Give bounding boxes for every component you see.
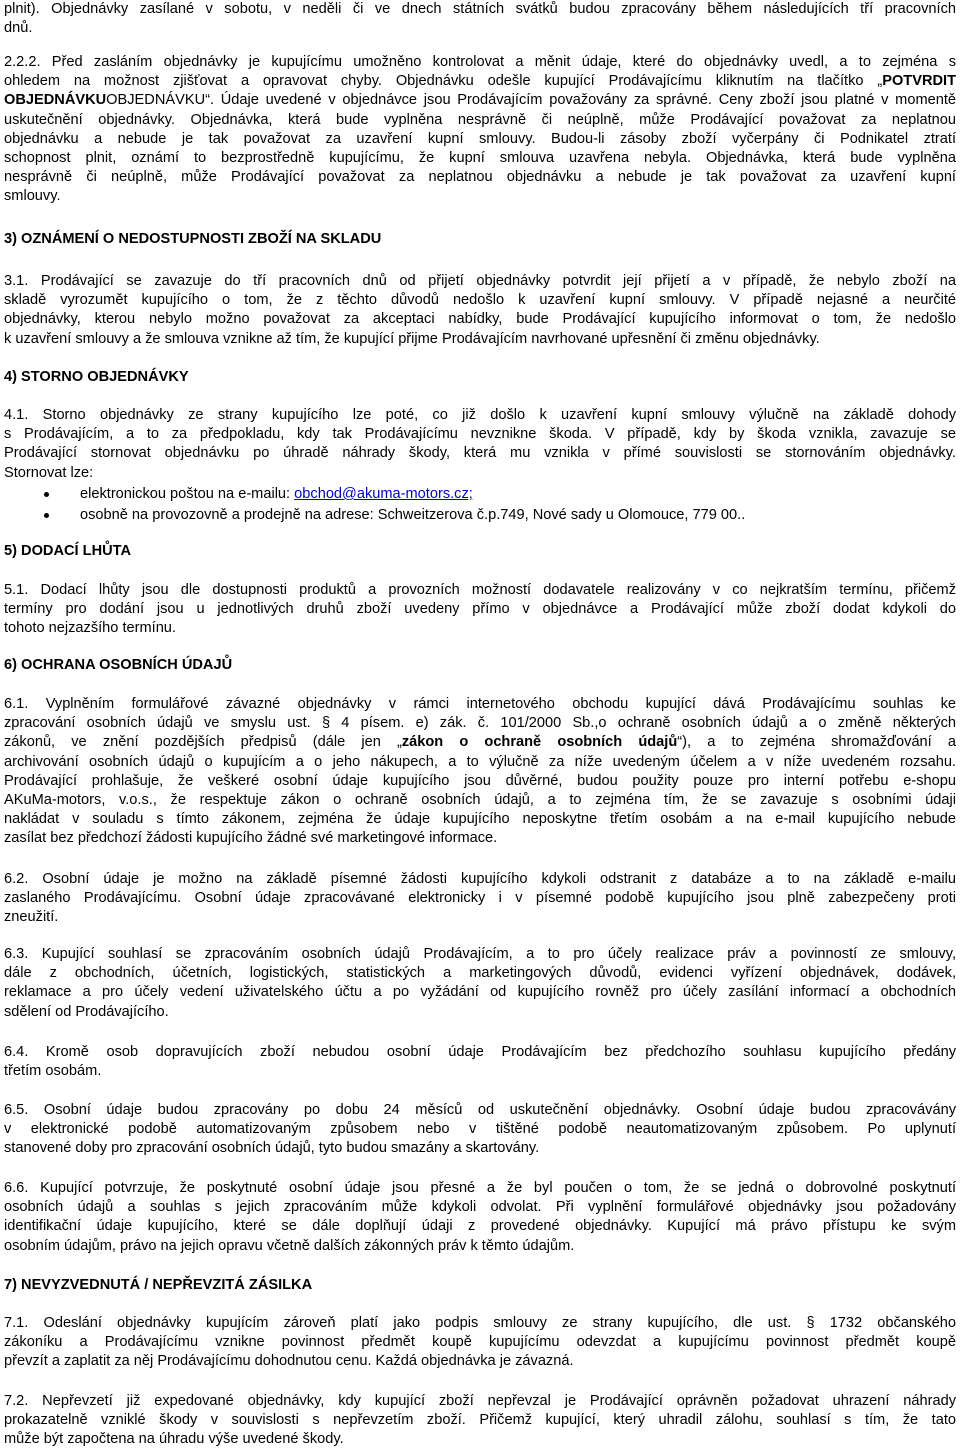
text-line: zákonů, ve znění pozdějších předpisů (dále jen „zákon o ochraně osobních údajů“), a to zejména shromažďování a — [4, 734, 956, 751]
paragraph-7-2 — [4, 1392, 956, 1450]
text-line: k uzavření smlouvy a že smlouva vznikne až tím, že kupující přijme Prodávajícím navrhované upřesnění či změnu objednávky. — [4, 330, 820, 347]
paragraph-6-5 — [4, 1101, 956, 1159]
text-line: Prodávající prohlašuje, že veškeré osobní údaje kupujícího jsou důvěrné, budou použity pouze pro interní potřebu e-shopu — [4, 772, 956, 789]
text-line: OBJEDNÁVKUOBJEDNÁVKU“. Údaje uvedené v objednávce jsou Prodávajícím považovány za správné. Ceny zboží jsou platné v momentě — [4, 92, 956, 109]
paragraph-6-3 — [4, 945, 956, 1022]
bullet-icon — [44, 492, 49, 497]
text-line: osobním údajům, právo na jejich opravu včetně dalších zákonných práv k těmto údajům. — [4, 1237, 575, 1254]
text-line: prokazatelně vzniklé škody v souvislosti s nepřevzetím zboží. Přičemž kupující, který uhradil zálohu, souhlasí s tím, že tato — [4, 1412, 956, 1429]
text-line: 6.5. Osobní údaje budou zpracovány po dobu 24 měsíců od uskutečnění objednávky. Osobní údaje budou zpracovávány — [4, 1102, 956, 1118]
text-line: ohledem na možnost zjišťovat a opravovat chyby. Objednávku odešle kupující Prodávajícímu kliknutím na tlačítko „POTVRDIT — [4, 73, 956, 90]
paragraph-4-1 — [4, 406, 956, 483]
text-line: schopnost plnit, oznámí to bezprostředně kupujícímu, že kupní smlouva uzavřena nebyla. Objednávka, která bude vyplněna — [4, 150, 956, 167]
text-line: objednávku a nebude je tak považovat za uzavření kupní smlouvy. Budou-li zásoby zboží vyčerpány či Podnikatel ztratí — [4, 130, 956, 147]
paragraph-6-6 — [4, 1179, 956, 1256]
paragraph-6-2 — [4, 870, 956, 928]
text-line: plnit). Objednávky zasílané v sobotu, v neděli či ve dnech státních svátků budou zpracovány během následujících tří pracovních — [4, 1, 956, 17]
paragraph-5-1 — [4, 581, 956, 639]
email-link[interactable]: obchod@akuma-motors.cz; — [294, 486, 473, 502]
list-item-email: elektronickou poštou na e-mailu: obchod@akuma-motors.cz; — [4, 484, 956, 505]
text-line: převzít a zaplatit za něj Prodávajícímu dohodnutou cenu. Každá objednávka je závazná. — [4, 1353, 574, 1370]
text-line: Stornovat lze: — [4, 464, 94, 481]
text-line: 6.4. Kromě osob dopravujících zboží nebudou osobní údaje Prodávajícím bez předchozího souhlasu kupujícího předány — [4, 1044, 956, 1060]
text-line: třetím osobám. — [4, 1063, 102, 1080]
text-line: dále z obchodních, účetních, logistických, statistických a marketingových důvodů, evidenci vyřízení objednávek, dodávek, — [4, 965, 956, 982]
text-line: tohoto nejzazšího termínu. — [4, 620, 176, 637]
paragraph-2-2-1-tail — [4, 0, 956, 38]
text-line: zpracování osobních údajů ve smyslu ust. § 4 písem. e) zák. č. 101/2000 Sb.,o ochraně osobních údajů a o změně některých — [4, 715, 956, 732]
objednavku-bold: OBJEDNÁVKU — [4, 92, 107, 109]
text-line: Prodávající stornovat objednávku po úhradě náhrady škody, která mu vznikla v přímé souvislosti se stornováním objednávky. — [4, 445, 956, 462]
text-line: objednávky, kterou nebylo možno považovat za akceptaci nabídky, bude Prodávající kupujícího informovat o tom, že nedošlo — [4, 311, 956, 328]
section-heading-7: 7) NEVYZVEDNUTÁ / NEPŘEVZITÁ ZÁSILKA — [4, 1277, 313, 1293]
text-line: 4.1. Storno objednávky ze strany kupujícího lze poté, co již došlo k uzavření kupní smlouvy výlučně na základě dohody — [4, 407, 956, 423]
paragraph-6-4 — [4, 1043, 956, 1081]
paragraph-7-1 — [4, 1314, 956, 1372]
bold-term: zákon o ochraně osobních údajů — [401, 734, 678, 751]
text-line: zákoníku a Prodávajícímu vznikne povinnost předmět koupě kupujícímu odevzdat a kupujícímu povinnost předmět koupě — [4, 1334, 956, 1351]
text-line: identifikační údaje kupujícího, které se dále doplňují údaji z provedené objednávky. Kupující má právo přístupu ke svým — [4, 1218, 956, 1235]
section-heading-5: 5) DODACÍ LHŮTA — [4, 543, 132, 559]
section-heading-4: 4) STORNO OBJEDNÁVKY — [4, 369, 189, 385]
text-line: 6.6. Kupující potvrzuje, že poskytnuté osobní údaje jsou přesné a že byl poučen o tom, že se jedná o dobrovolné poskytnutí — [4, 1180, 956, 1196]
text-line: zasílat bez předchozí žádosti kupujícího žádné své marketingové informace. — [4, 830, 498, 847]
text-line: smlouvy. — [4, 188, 61, 205]
potvrdit-button-name: POTVRDIT — [882, 73, 956, 90]
text-line: dnů. — [4, 20, 33, 37]
text-line: nakládat v souladu s tímto zákonem, zejména že údaje kupujícího neposkytne třetím osobám a na e-mail kupujícího nebude — [4, 811, 956, 828]
section-heading-3: 3) OZNÁMENÍ O NEDOSTUPNOSTI ZBOŽÍ NA SKLADU — [4, 231, 382, 247]
text-line: sdělení od Prodávajícího. — [4, 1003, 169, 1020]
text-line: s Prodávajícím, a to za předpokladu, kdy tak Prodávajícímu nevznikne škoda. V případě, kdy by škoda vznikla, zavazuje se — [4, 426, 956, 443]
text-line: 6.3. Kupující souhlasí se zpracováním osobních údajů Prodávajícím, a to pro účely realizace práv a povinností ze smlouvy, — [4, 946, 956, 962]
text-line: může být započtena na úhradu výše uvedené škody. — [4, 1431, 344, 1448]
text-line: 2.2.2. Před zasláním objednávky je kupujícímu umožněno kontrolovat a měnit údaje, které do objednávky uvedl, a to zejména s — [4, 54, 956, 70]
text-line: uskutečnění objednávky. Objednávka, která bude vyplněna nesprávně či neúplně, může Prodávající považovat za neplatnou — [4, 111, 956, 128]
text-line: archivování osobních údajů o kupujícím a o jeho nákupech, a to výlučně za níže uvedeným účelem a v níže uvedeném rozsahu. — [4, 753, 956, 770]
text-line: zaslaného Prodávajícímu. Osobní údaje zpracovávané elektronicky i v písemné podobě kupujícího jsou plně zabezpečeny proti — [4, 890, 956, 907]
list-item-address: osobně na provozovně a prodejně na adrese: Schweitzerova č.p.749, Nové sady u Olomouce, 779 00.. — [4, 505, 956, 526]
text-line: 7.2. Nepřevzetí již expedované objednávky, kdy kupující zboží nepřevzal je Prodávající oprávněn požadovat uhrazení náhrady — [4, 1393, 956, 1409]
section-heading-6: 6) OCHRANA OSOBNÍCH ÚDAJŮ — [4, 657, 233, 673]
text-line: 6.2. Osobní údaje je možno na základě písemné žádosti kupujícího kdykoli odstranit z databáze a to na základě e-mailu — [4, 871, 956, 887]
paragraph-6-1 — [4, 695, 956, 849]
text-line: stanovené doby pro zpracování osobních údajů, tyto budou smazány a skartovány. — [4, 1140, 540, 1157]
text-line: skladě vyrozumět kupujícího o tom, že z těchto důvodů nedošlo k uzavření kupní smlouvy. V případě nejasné a neurčité — [4, 292, 956, 309]
paragraph-3-1 — [4, 272, 956, 349]
text-line: zneužití. — [4, 909, 59, 926]
text-line: AKuMa-motors, v.o.s., že respektuje zákon o ochraně osobních údajů, a to zejména tím, že se zavazuje s osobními údaji — [4, 792, 956, 809]
text-line: 3.1. Prodávající se zavazuje do tří pracovních dnů od přijetí objednávky potvrdit její přijetí a v případě, že nebylo zboží na — [4, 273, 956, 289]
bullet-icon — [44, 513, 49, 518]
text-line: reklamace a pro účely vedení uživatelského účtu a po vyžádání od kupujícího rovněž pro účely zasílání informací a obchodních — [4, 984, 956, 1001]
text-line: 6.1. Vyplněním formulářové závazné objednávky v rámci internetového obchodu kupující dává Prodávajícímu souhlas ke — [4, 696, 956, 712]
text-line: v elektronické podobě automatizovaným způsobem nebo v tištěné podobě neautomatizovaným způsobem. Po uplynutí — [4, 1121, 956, 1138]
text-line: osobních údajů a souhlas s jejich zpracováním může kdykoli odvolat. Při vyplnění formulářové objednávky jsou požadovány — [4, 1199, 956, 1216]
storno-methods-list — [4, 484, 956, 526]
paragraph-2-2-2 — [4, 53, 956, 207]
text-line: 5.1. Dodací lhůty jsou dle dostupnosti produktů a provozních možností dodavatele realizovány v co nejkratším termínu, přičemž — [4, 582, 956, 598]
text-line: 7.1. Odeslání objednávky kupujícím zároveň platí jako podpis smlouvy ze strany kupujícího, dle ust. § 1732 občanského — [4, 1315, 956, 1331]
text-line: termíny pro dodání jsou u jednotlivých druhů zboží uvedeny přímo v objednávce a Prodávající může zboží dodat kdykoli do — [4, 601, 956, 618]
text-line: nesprávně či neúplně, může Prodávající považovat za neplatnou objednávku a nebude je tak považovat za uzavření kupní — [4, 169, 956, 186]
